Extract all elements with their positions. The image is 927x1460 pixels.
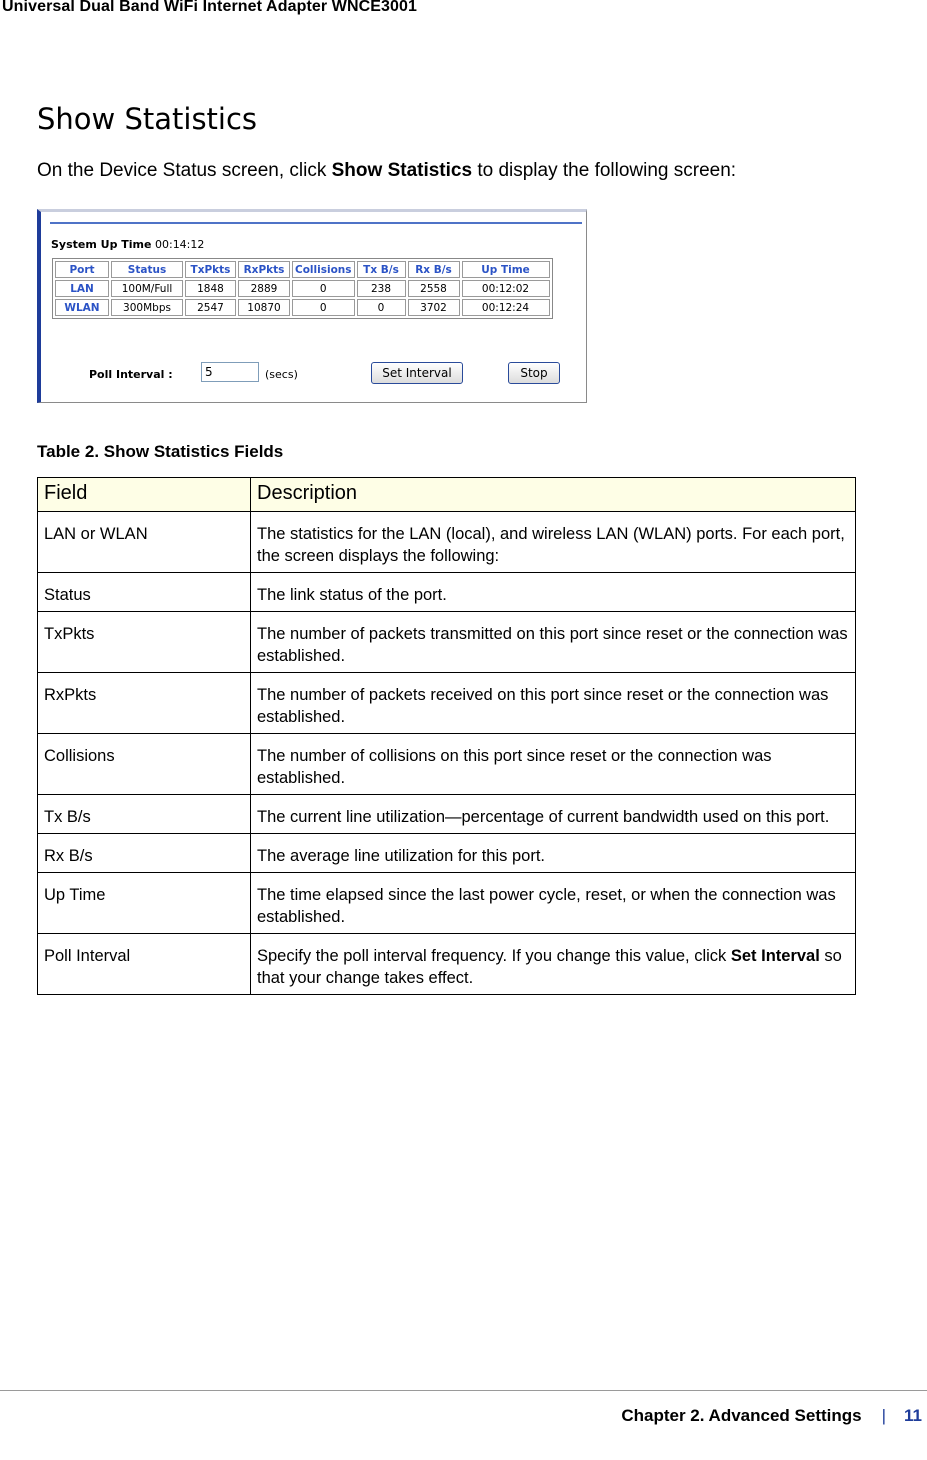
table-row (38, 734, 856, 795)
set-interval-button[interactable]: Set Interval (371, 362, 463, 384)
port-cell: LAN (55, 280, 109, 297)
table-row (38, 934, 856, 995)
field-cell: Status (38, 573, 251, 612)
col-uptime: Up Time (462, 261, 550, 278)
txbs-cell: 0 (357, 299, 406, 316)
collisions-cell: 0 (292, 299, 355, 316)
field-cell: RxPkts (38, 673, 251, 734)
description-text-post: so that your change takes effect. (257, 947, 842, 987)
col-status: Status (111, 261, 183, 278)
table-caption: Table 2. Show Statistics Fields (37, 442, 284, 461)
field-column-header: Field (38, 478, 251, 512)
col-rxpkts: RxPkts (238, 261, 290, 278)
txpkts-cell: 2547 (185, 299, 236, 316)
col-collisions: Collisions (292, 261, 355, 278)
table-row (38, 873, 856, 934)
col-txbs: Tx B/s (357, 261, 406, 278)
poll-interval-input[interactable]: 5 (201, 362, 259, 382)
table-row (38, 573, 856, 612)
status-cell: 100M/Full (111, 280, 183, 297)
statistics-table (52, 258, 553, 319)
uptime-cell: 00:12:24 (462, 299, 550, 316)
col-txpkts: TxPkts (185, 261, 236, 278)
description-text-pre: Specify the poll interval frequency. If you change this value, click (257, 947, 731, 965)
col-rxbs: Rx B/s (408, 261, 460, 278)
statistics-row-wlan (55, 299, 550, 316)
footer-chapter: Chapter 2. Advanced Settings (621, 1406, 862, 1425)
field-cell: Tx B/s (38, 795, 251, 834)
description-cell (251, 934, 856, 995)
poll-interval-unit: (secs) (265, 368, 298, 381)
fields-header-row (38, 478, 856, 512)
rxpkts-cell: 10870 (238, 299, 290, 316)
uptime-value: 00:14:12 (154, 238, 205, 251)
footer-rule (0, 1390, 927, 1391)
statistics-screenshot (37, 209, 587, 403)
intro-text-pre: On the Device Status screen, click (37, 160, 332, 181)
description-cell: The average line utilization for this port. (251, 834, 856, 873)
rxbs-cell: 2558 (408, 280, 460, 297)
table-row (38, 795, 856, 834)
intro-text-bold: Show Statistics (331, 160, 473, 181)
statistics-header-row (55, 261, 550, 278)
running-header: Universal Dual Band WiFi Internet Adapter WNCE3001 (2, 0, 418, 15)
status-cell: 300Mbps (111, 299, 183, 316)
rxpkts-cell: 2889 (238, 280, 290, 297)
intro-paragraph (37, 160, 736, 182)
txbs-cell: 238 (357, 280, 406, 297)
uptime-cell: 00:12:02 (462, 280, 550, 297)
table-row (38, 673, 856, 734)
description-cell: The statistics for the LAN (local), and wireless LAN (WLAN) ports. For each port, the screen displays the following: (251, 512, 856, 573)
collisions-cell: 0 (292, 280, 355, 297)
rxbs-cell: 3702 (408, 299, 460, 316)
field-cell: Poll Interval (38, 934, 251, 995)
port-cell: WLAN (55, 299, 109, 316)
txpkts-cell: 1848 (185, 280, 236, 297)
system-uptime (51, 238, 204, 251)
description-cell: The number of packets transmitted on this port since reset or the connection was established. (251, 612, 856, 673)
field-cell: Collisions (38, 734, 251, 795)
fields-table (37, 477, 856, 995)
description-cell: The link status of the port. (251, 573, 856, 612)
statistics-row-lan (55, 280, 550, 297)
description-column-header: Description (251, 478, 856, 512)
page-number: 11 (904, 1406, 922, 1425)
description-text-bold: Set Interval (730, 947, 820, 965)
table-row (38, 512, 856, 573)
screenshot-divider (50, 222, 582, 224)
section-title: Show Statistics (37, 102, 258, 136)
poll-interval-label: Poll Interval : (89, 368, 173, 381)
field-cell: Rx B/s (38, 834, 251, 873)
field-cell: LAN or WLAN (38, 512, 251, 573)
description-cell: The number of packets received on this port since reset or the connection was established. (251, 673, 856, 734)
table-row (38, 612, 856, 673)
description-cell: The current line utilization—percentage of current bandwidth used on this port. (251, 795, 856, 834)
description-cell: The number of collisions on this port since reset or the connection was established. (251, 734, 856, 795)
uptime-label: System Up Time (51, 238, 152, 251)
description-cell: The time elapsed since the last power cycle, reset, or when the connection was established. (251, 873, 856, 934)
table-row (38, 834, 856, 873)
intro-text-post: to display the following screen: (472, 160, 737, 181)
field-cell: TxPkts (38, 612, 251, 673)
field-cell: Up Time (38, 873, 251, 934)
footer-separator: | (881, 1406, 887, 1425)
stop-button[interactable]: Stop (508, 362, 560, 384)
col-port: Port (55, 261, 109, 278)
page-footer (621, 1406, 922, 1426)
